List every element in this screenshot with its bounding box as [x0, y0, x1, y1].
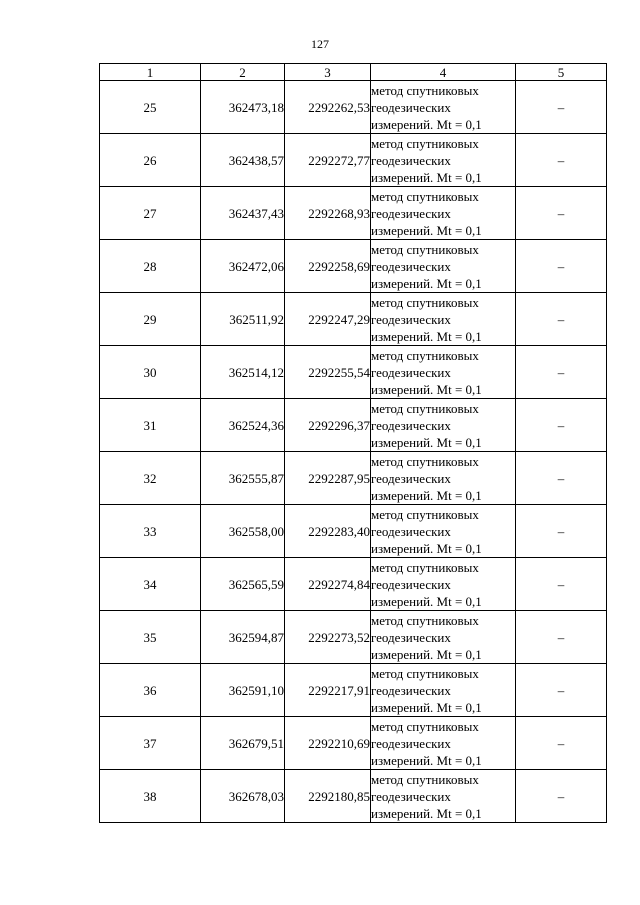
column-header: 1 — [100, 64, 201, 81]
table-row — [100, 611, 607, 664]
method-line: метод спутниковых — [371, 453, 479, 469]
method-line: измерений. Mt = 0,1 — [371, 752, 482, 768]
note-cell: – — [516, 452, 607, 505]
y-coordinate-cell: 2292262,53 — [285, 81, 371, 134]
method-line: метод спутниковых — [371, 771, 479, 787]
x-coordinate-cell: 362565,59 — [201, 558, 285, 611]
point-number-cell: 29 — [100, 293, 201, 346]
method-line: метод спутниковых — [371, 347, 479, 363]
note-cell: – — [516, 187, 607, 240]
y-coordinate-cell: 2292180,85 — [285, 770, 371, 823]
method-line: метод спутниковых — [371, 718, 479, 734]
point-number-cell: 25 — [100, 81, 201, 134]
column-header: 3 — [285, 64, 371, 81]
point-number-cell: 37 — [100, 717, 201, 770]
table-row — [100, 346, 607, 399]
method-line: измерений. Mt = 0,1 — [371, 381, 482, 397]
method-cell — [371, 558, 516, 611]
table-row — [100, 770, 607, 823]
method-cell — [371, 187, 516, 240]
method-line: измерений. Mt = 0,1 — [371, 116, 482, 132]
method-line: измерений. Mt = 0,1 — [371, 275, 482, 291]
method-line: геодезических — [371, 311, 451, 327]
method-cell — [371, 293, 516, 346]
method-line: геодезических — [371, 735, 451, 751]
point-number-cell: 32 — [100, 452, 201, 505]
note-cell: – — [516, 558, 607, 611]
method-cell — [371, 399, 516, 452]
column-header: 2 — [201, 64, 285, 81]
method-line: метод спутниковых — [371, 294, 479, 310]
method-cell — [371, 346, 516, 399]
point-number-cell: 35 — [100, 611, 201, 664]
x-coordinate-cell: 362679,51 — [201, 717, 285, 770]
table-row — [100, 452, 607, 505]
note-cell: – — [516, 611, 607, 664]
table-row — [100, 558, 607, 611]
table-row — [100, 240, 607, 293]
column-header: 5 — [516, 64, 607, 81]
table-row — [100, 664, 607, 717]
point-number-cell: 34 — [100, 558, 201, 611]
x-coordinate-cell: 362591,10 — [201, 664, 285, 717]
y-coordinate-cell: 2292273,52 — [285, 611, 371, 664]
note-cell: – — [516, 346, 607, 399]
method-line: измерений. Mt = 0,1 — [371, 540, 482, 556]
column-header: 4 — [371, 64, 516, 81]
method-line: геодезических — [371, 417, 451, 433]
y-coordinate-cell: 2292255,54 — [285, 346, 371, 399]
y-coordinate-cell: 2292247,29 — [285, 293, 371, 346]
y-coordinate-cell: 2292296,37 — [285, 399, 371, 452]
method-line: геодезических — [371, 523, 451, 539]
y-coordinate-cell: 2292217,91 — [285, 664, 371, 717]
table-row — [100, 717, 607, 770]
method-line: геодезических — [371, 629, 451, 645]
point-number-cell: 33 — [100, 505, 201, 558]
point-number-cell: 27 — [100, 187, 201, 240]
method-line: измерений. Mt = 0,1 — [371, 222, 482, 238]
method-line: геодезических — [371, 682, 451, 698]
x-coordinate-cell: 362437,43 — [201, 187, 285, 240]
method-line: метод спутниковых — [371, 188, 479, 204]
method-cell — [371, 505, 516, 558]
note-cell: – — [516, 134, 607, 187]
method-cell — [371, 611, 516, 664]
method-line: метод спутниковых — [371, 612, 479, 628]
method-cell — [371, 664, 516, 717]
method-line: измерений. Mt = 0,1 — [371, 699, 482, 715]
table-row — [100, 81, 607, 134]
y-coordinate-cell: 2292272,77 — [285, 134, 371, 187]
method-line: метод спутниковых — [371, 400, 479, 416]
x-coordinate-cell: 362514,12 — [201, 346, 285, 399]
y-coordinate-cell: 2292258,69 — [285, 240, 371, 293]
method-line: метод спутниковых — [371, 82, 479, 98]
point-number-cell: 26 — [100, 134, 201, 187]
method-line: метод спутниковых — [371, 665, 479, 681]
method-line: метод спутниковых — [371, 559, 479, 575]
method-line: геодезических — [371, 470, 451, 486]
page-number: 127 — [311, 37, 329, 51]
y-coordinate-cell: 2292268,93 — [285, 187, 371, 240]
method-cell — [371, 240, 516, 293]
method-cell — [371, 81, 516, 134]
method-line: метод спутниковых — [371, 506, 479, 522]
note-cell: – — [516, 399, 607, 452]
note-cell: – — [516, 717, 607, 770]
method-line: геодезических — [371, 152, 451, 168]
x-coordinate-cell: 362472,06 — [201, 240, 285, 293]
method-line: геодезических — [371, 258, 451, 274]
method-cell — [371, 452, 516, 505]
method-line: геодезических — [371, 788, 451, 804]
point-number-cell: 36 — [100, 664, 201, 717]
coordinates-table — [99, 63, 607, 823]
method-line: геодезических — [371, 99, 451, 115]
method-cell — [371, 134, 516, 187]
note-cell: – — [516, 293, 607, 346]
x-coordinate-cell: 362594,87 — [201, 611, 285, 664]
x-coordinate-cell: 362524,36 — [201, 399, 285, 452]
table-row — [100, 187, 607, 240]
point-number-cell: 28 — [100, 240, 201, 293]
y-coordinate-cell: 2292210,69 — [285, 717, 371, 770]
table-header-row — [100, 64, 607, 81]
table-body — [100, 81, 607, 823]
note-cell: – — [516, 505, 607, 558]
y-coordinate-cell: 2292274,84 — [285, 558, 371, 611]
table-row — [100, 399, 607, 452]
point-number-cell: 30 — [100, 346, 201, 399]
method-line: метод спутниковых — [371, 241, 479, 257]
x-coordinate-cell: 362558,00 — [201, 505, 285, 558]
method-line: геодезических — [371, 364, 451, 380]
x-coordinate-cell: 362555,87 — [201, 452, 285, 505]
method-line: измерений. Mt = 0,1 — [371, 646, 482, 662]
method-line: метод спутниковых — [371, 135, 479, 151]
point-number-cell: 31 — [100, 399, 201, 452]
method-line: измерений. Mt = 0,1 — [371, 328, 482, 344]
x-coordinate-cell: 362511,92 — [201, 293, 285, 346]
note-cell: – — [516, 240, 607, 293]
method-line: измерений. Mt = 0,1 — [371, 805, 482, 821]
x-coordinate-cell: 362438,57 — [201, 134, 285, 187]
y-coordinate-cell: 2292283,40 — [285, 505, 371, 558]
note-cell: – — [516, 81, 607, 134]
method-line: измерений. Mt = 0,1 — [371, 487, 482, 503]
method-line: геодезических — [371, 205, 451, 221]
method-line: измерений. Mt = 0,1 — [371, 434, 482, 450]
note-cell: – — [516, 770, 607, 823]
method-line: геодезических — [371, 576, 451, 592]
method-cell — [371, 770, 516, 823]
table-row — [100, 134, 607, 187]
point-number-cell: 38 — [100, 770, 201, 823]
y-coordinate-cell: 2292287,95 — [285, 452, 371, 505]
table-row — [100, 293, 607, 346]
x-coordinate-cell: 362473,18 — [201, 81, 285, 134]
table-row — [100, 505, 607, 558]
method-line: измерений. Mt = 0,1 — [371, 169, 482, 185]
note-cell: – — [516, 664, 607, 717]
method-line: измерений. Mt = 0,1 — [371, 593, 482, 609]
x-coordinate-cell: 362678,03 — [201, 770, 285, 823]
method-cell — [371, 717, 516, 770]
